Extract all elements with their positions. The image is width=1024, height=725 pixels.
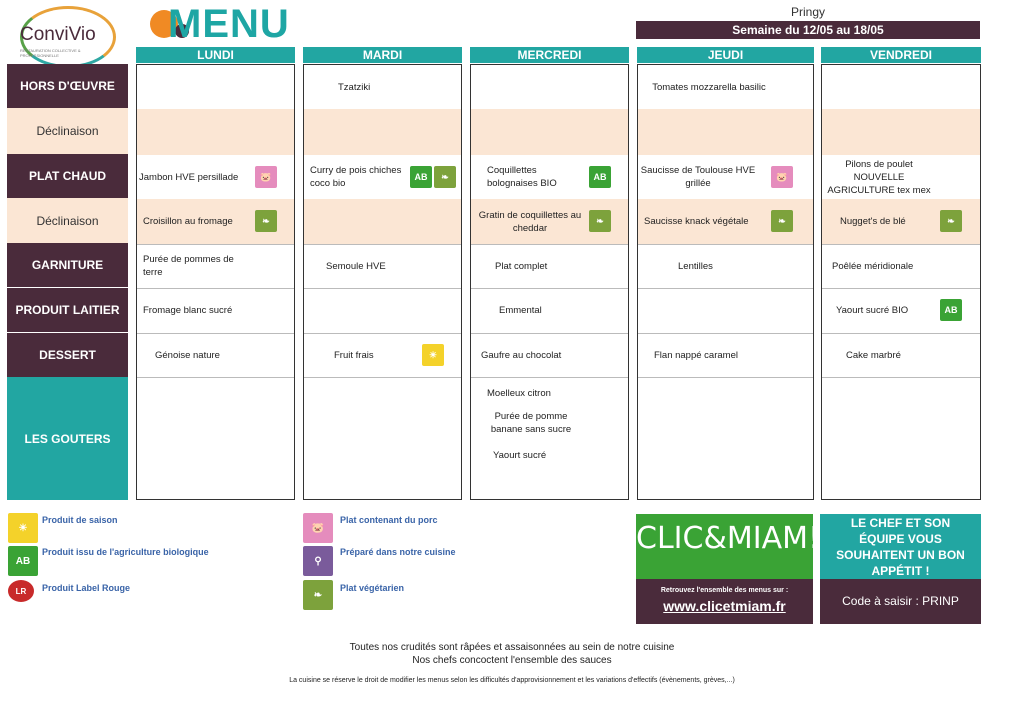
- day-column-vendredi: [821, 64, 981, 500]
- lundi-garniture: Purée de pommes de terre: [143, 254, 234, 278]
- row-label-garniture: GARNITURE: [7, 243, 128, 287]
- pig-icon: 🐷: [771, 166, 793, 188]
- legend-saison: Produit de saison: [42, 515, 118, 525]
- legend-vege: Plat végétarien: [340, 583, 405, 593]
- label-rouge-icon: LR: [8, 580, 34, 602]
- menus-url-link[interactable]: www.clicetmiam.fr: [663, 598, 786, 614]
- access-code: Code à saisir : PRINP: [820, 579, 981, 624]
- pig-icon: 🐷: [255, 166, 277, 188]
- leaf-icon: ❧: [589, 210, 611, 232]
- clic-miam-info: [636, 579, 813, 624]
- leaf-icon: ❧: [771, 210, 793, 232]
- day-column-mercredi: [470, 64, 629, 500]
- legend-label-rouge: Produit Label Rouge: [42, 583, 131, 593]
- bio-icon: AB: [8, 546, 38, 576]
- day-column-jeudi: [637, 64, 814, 500]
- row-label-declinaison-plat: Déclinaison: [7, 198, 128, 243]
- row-label-plat-chaud: PLAT CHAUD: [7, 154, 128, 198]
- leaf-icon: ❧: [434, 166, 456, 188]
- vendredi-laitier: Yaourt sucré BIO: [836, 305, 909, 316]
- vendredi-plat: Pilons de poulet NOUVELLE AGRICULTURE tex mex: [827, 158, 931, 196]
- row-label-dessert: DESSERT: [7, 333, 128, 377]
- mercredi-decl-plat: Gratin de coquillettes au cheddar: [478, 209, 582, 234]
- mardi-hors: Tzatziki: [338, 81, 371, 93]
- page-title: MENU: [168, 2, 290, 46]
- logo-tagline: RESTAURATION COLLECTIVE & PROFESSIONNELLE: [20, 48, 81, 58]
- legend-maison: Préparé dans notre cuisine: [340, 547, 456, 557]
- whisk-icon: ⚲: [303, 546, 333, 576]
- day-header-jeudi: JEUDI: [637, 47, 814, 63]
- lundi-plat: Jambon HVE persillade: [139, 171, 239, 183]
- mercredi-laitier: Emmental: [499, 305, 542, 316]
- row-label-declinaison: Déclinaison: [7, 108, 128, 154]
- sun-icon: ☀: [422, 344, 444, 366]
- chef-message: LE CHEF ET SON ÉQUIPE VOUS SOUHAITENT UN BON APPÉTIT !: [820, 514, 981, 579]
- mercredi-dessert: Gaufre au chocolat: [481, 349, 562, 361]
- logo-name: ConviVio: [20, 24, 96, 45]
- day-header-lundi: LUNDI: [136, 47, 295, 63]
- sun-icon: ☀: [8, 513, 38, 543]
- footer-disclaimer: La cuisine se réserve le droit de modifier les menus selon les difficultés d'approvisionnement et les variations d'effectifs (évènements, grèves,...): [289, 677, 735, 684]
- retrouvez-text: Retrouvez l'ensemble des menus sur :: [660, 587, 789, 594]
- pig-icon: 🐷: [303, 513, 333, 543]
- mercredi-garniture: Plat complet: [495, 260, 548, 272]
- row-label-hors-doeuvre: HORS D'ŒUVRE: [7, 64, 128, 108]
- week-range: Semaine du 12/05 au 18/05: [636, 21, 980, 39]
- bio-icon: AB: [589, 166, 611, 188]
- vendredi-decl-plat: Nugget's de blé: [840, 216, 906, 227]
- mardi-plat: Curry de pois chiches coco bio: [310, 165, 402, 189]
- day-column-lundi: [136, 64, 295, 500]
- mercredi-gouter-2: Purée de pomme banane sans sucre: [490, 411, 572, 435]
- bio-icon: AB: [940, 299, 962, 321]
- band-declinaison: [137, 109, 294, 155]
- legend-porc: Plat contenant du porc: [340, 515, 438, 525]
- vendredi-garniture: Poêlée méridionale: [832, 260, 914, 272]
- day-header-mercredi: MERCREDI: [470, 47, 629, 63]
- day-column-mardi: [303, 64, 462, 500]
- jeudi-dessert: Flan nappé caramel: [654, 349, 738, 361]
- mercredi-plat: Coquillettes bolognaises BIO: [487, 165, 557, 189]
- lundi-laitier: Fromage blanc sucré: [143, 305, 233, 316]
- leaf-icon: ❧: [940, 210, 962, 232]
- bio-icon: AB: [410, 166, 432, 188]
- day-header-mardi: MARDI: [303, 47, 462, 63]
- site-name: Pringy: [790, 5, 825, 19]
- jeudi-garniture: Lentilles: [678, 260, 713, 272]
- vendredi-dessert: Cake marbré: [846, 349, 901, 361]
- mardi-dessert: Fruit frais: [334, 349, 374, 361]
- footer-line-2: Nos chefs concoctent l'ensemble des sauces: [412, 655, 612, 666]
- mardi-garniture: Semoule HVE: [326, 260, 386, 272]
- mercredi-gouter-1: Moelleux citron: [487, 387, 551, 399]
- jeudi-hors: Tomates mozzarella basilic: [652, 81, 766, 93]
- row-label-gouters: LES GOUTERS: [7, 377, 128, 500]
- day-header-vendredi: VENDREDI: [821, 47, 981, 63]
- clic-miam-logo: CLIC&MIAM!: [636, 514, 813, 579]
- mercredi-gouter-3: Yaourt sucré: [493, 449, 547, 461]
- lundi-dessert: Génoise nature: [155, 349, 220, 361]
- jeudi-decl-plat: Saucisse knack végétale: [644, 216, 749, 227]
- convivio-logo: [14, 4, 118, 64]
- jeudi-plat: Saucisse de Toulouse HVE grillée: [640, 165, 756, 189]
- footer-line-1: Toutes nos crudités sont râpées et assaisonnées au sein de notre cuisine: [349, 642, 675, 653]
- lundi-decl-plat: Croisillon au fromage: [143, 216, 233, 227]
- row-label-produit-laitier: PRODUIT LAITIER: [7, 288, 128, 332]
- leaf-icon: ❧: [303, 580, 333, 610]
- leaf-icon: ❧: [255, 210, 277, 232]
- legend-bio: Produit issu de l'agriculture biologique: [42, 547, 209, 557]
